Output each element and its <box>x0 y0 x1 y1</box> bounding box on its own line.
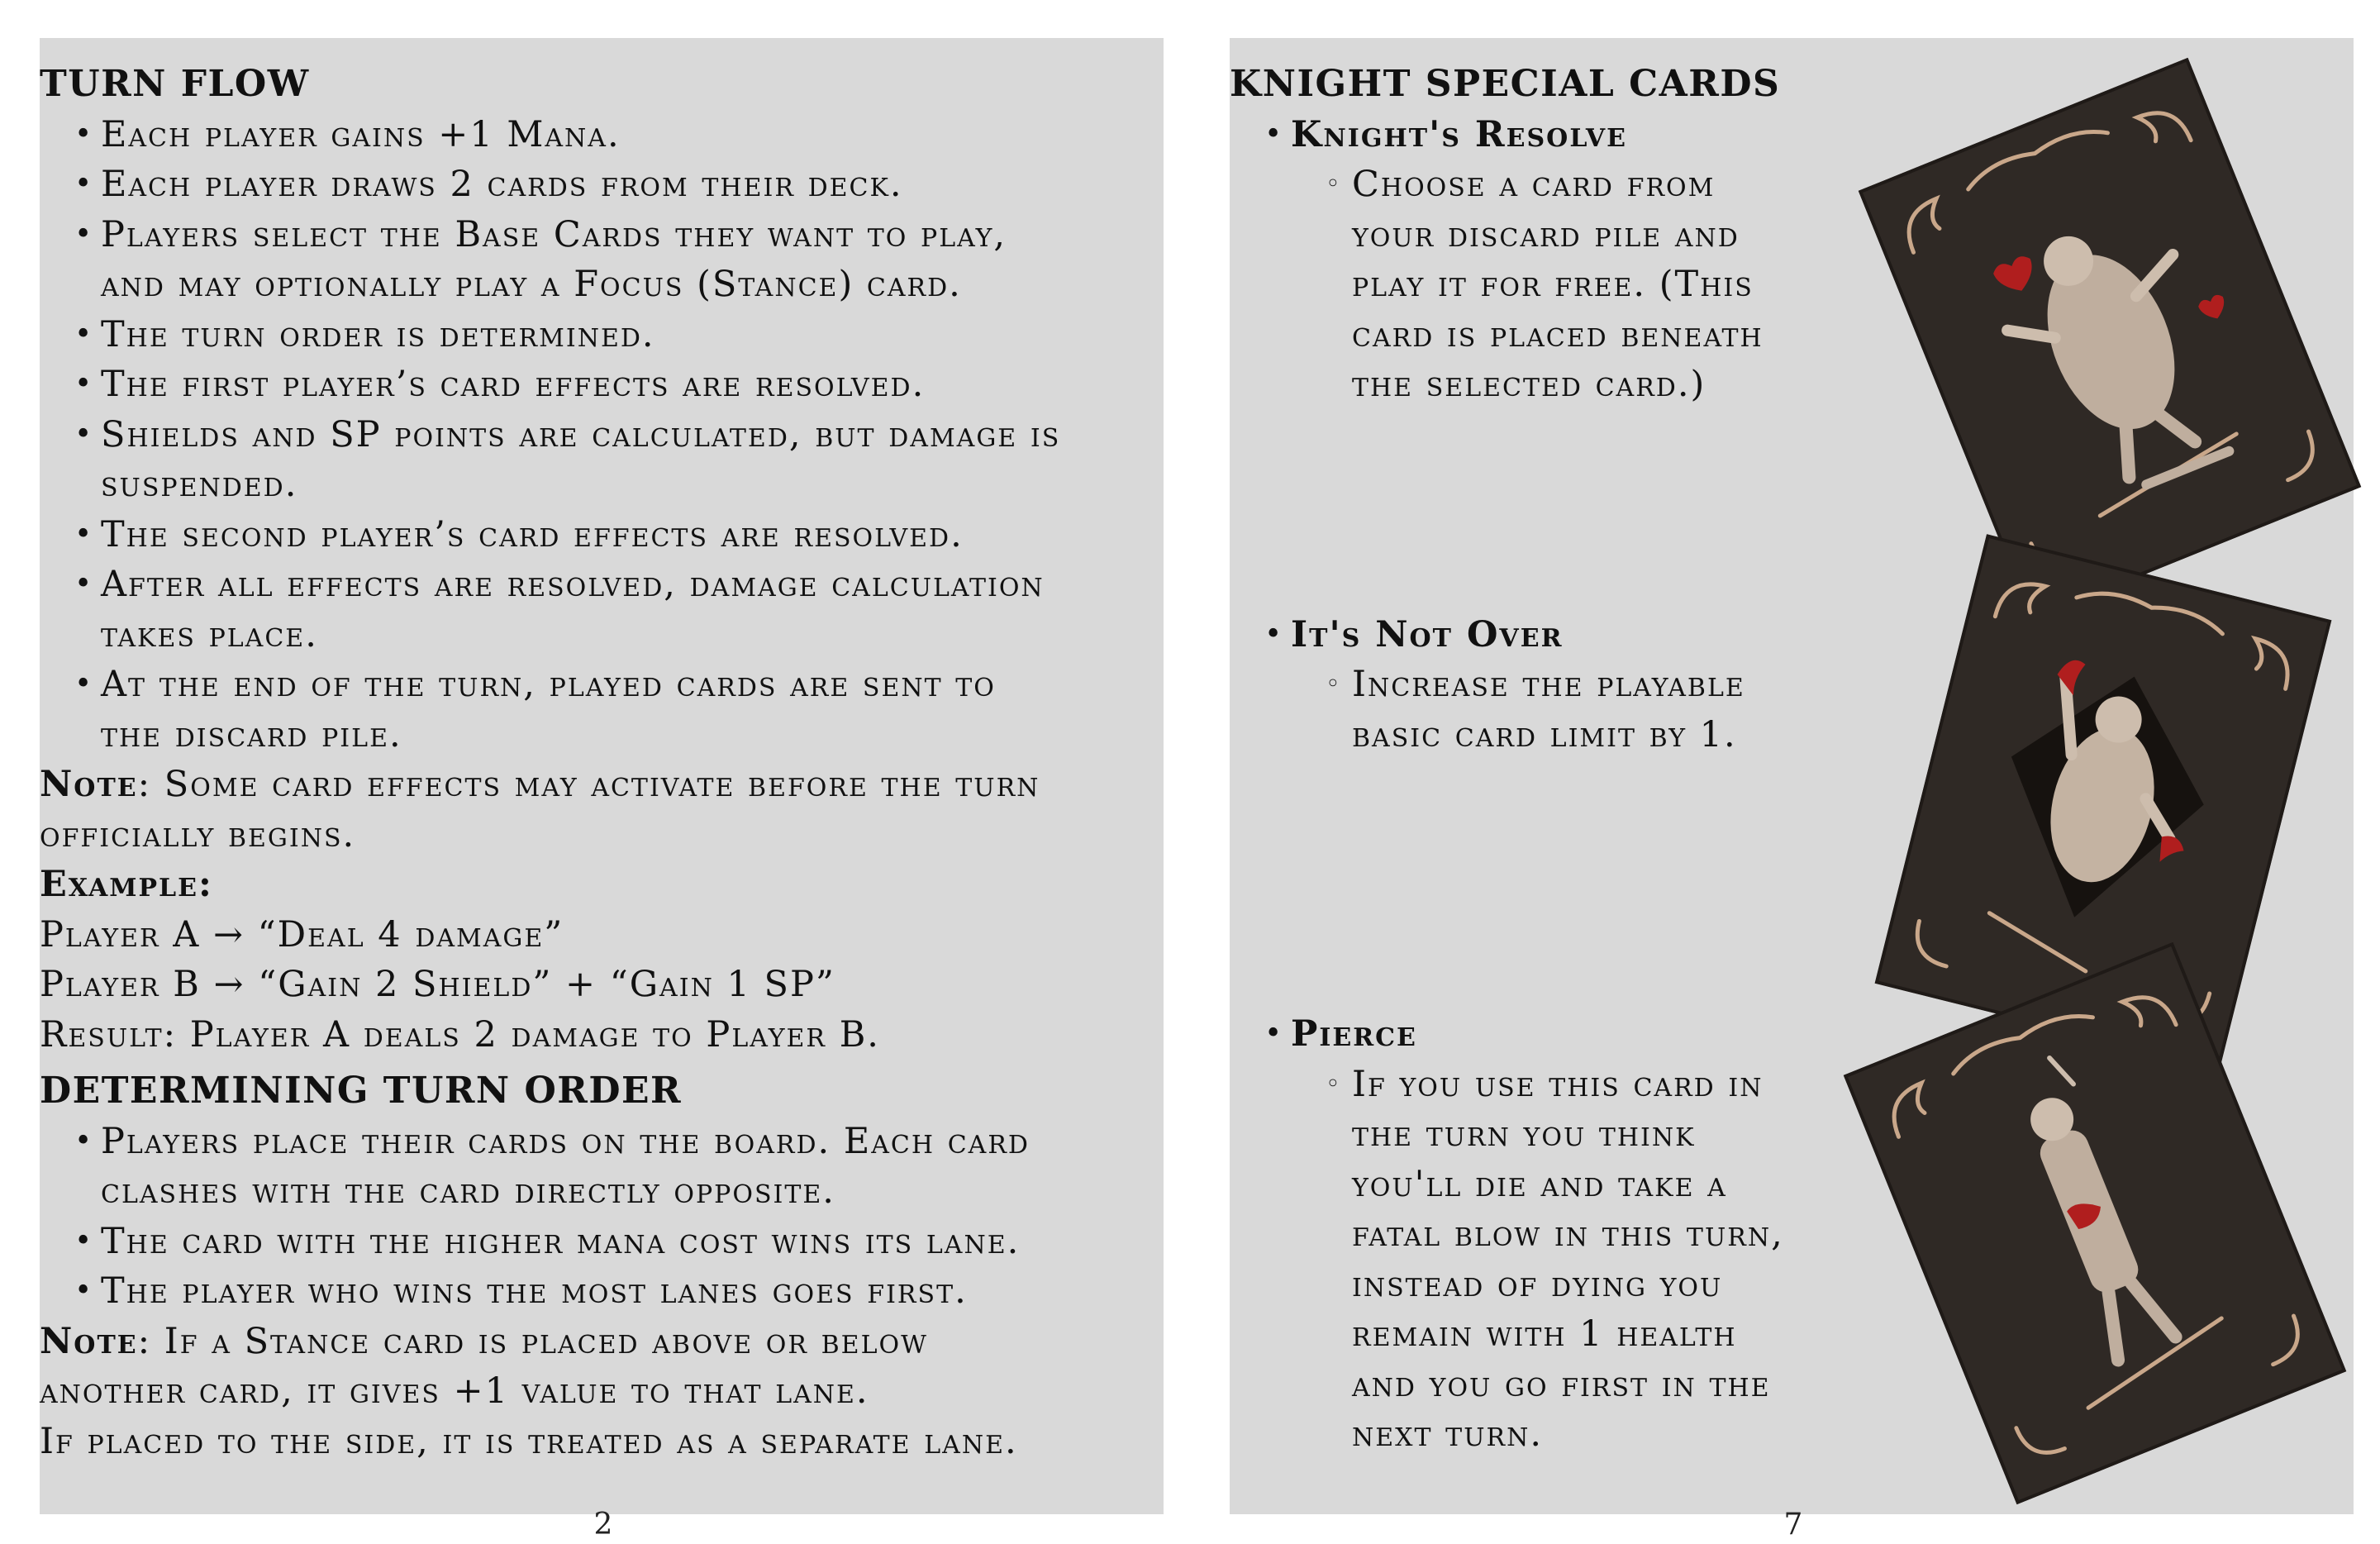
knight-cards-heading: KNIGHT SPECIAL CARDS <box>1230 63 1781 105</box>
ability-item <box>1291 110 1973 410</box>
ability-list <box>1230 110 1973 1460</box>
list-item: • The first player’s card effects are resolved. <box>101 360 1164 410</box>
knight-figure <box>1983 201 2251 516</box>
turn-flow-note: Note: Some card effects may activate before the turn officially begins. <box>40 764 1040 855</box>
list-item: • Players select the Base Cards they want to play, and may optionally play a Focus (Stance) card. <box>101 210 1164 310</box>
list-item: • After all effects are resolved, damage calculation takes place. <box>101 560 1164 660</box>
blood-splash <box>2054 656 2086 696</box>
list-item: • Shields and SP points are calculated, but damage is suspended. <box>101 410 1164 510</box>
ability-title: • It's Not Over <box>1291 613 1564 655</box>
ability-desc-list <box>1291 660 1973 760</box>
left-page <box>40 38 1164 1514</box>
example-line: Result: Player A deals 2 damage to Player B. <box>40 1013 880 1056</box>
left-page-content <box>40 60 1164 1466</box>
list-item: • The card with the higher mana cost wins its lane. <box>101 1217 1164 1267</box>
turn-flow-heading: TURN FLOW <box>40 63 310 105</box>
list-item: • The second player’s card effects are resolved. <box>101 510 1164 560</box>
example-label: Example: <box>40 864 213 905</box>
turn-order-list <box>40 1117 1164 1317</box>
heart-icon <box>2197 293 2230 323</box>
heart-icon <box>1992 254 2040 298</box>
ability-desc: ◦ Increase the playable basic card limit by 1. <box>1352 660 1973 760</box>
turn-order-note: Note: If a Stance card is placed above or below another card, it gives +1 value to that lane. If placed to the side, it is treated as a separate lane. <box>40 1320 1018 1462</box>
page-number: 7 <box>1783 1508 1803 1542</box>
turn-order-heading: DETERMINING TURN ORDER <box>40 1070 683 1112</box>
ability-title: • Pierce <box>1291 1013 1417 1055</box>
right-page-content <box>1230 60 1973 1460</box>
ability-title: • Knight's Resolve <box>1291 113 1627 155</box>
list-item: • Each player draws 2 cards from their deck. <box>101 160 1164 210</box>
example-line: Player B → “Gain 2 Shield” + “Gain 1 SP” <box>40 964 835 1005</box>
page-number: 2 <box>593 1508 613 1542</box>
ability-desc: ◦ Choose a card from your discard pile and play it for free. (This card is placed beneath the selected card.) <box>1352 160 1973 410</box>
ability-desc: ◦ If you use this card in the turn you think you'll die and take a fatal blow in this turn, instead of dying you remain with 1 health and you go first in the next turn. <box>1352 1060 1973 1460</box>
turn-flow-example <box>40 860 1164 1060</box>
list-item: • The turn order is determined. <box>101 310 1164 360</box>
list-item: • Players place their cards on the board. Each card clashes with the card directly opposite. <box>101 1117 1164 1217</box>
list-item: • At the end of the turn, played cards are sent to the discard pile. <box>101 660 1164 760</box>
list-item: • The player who wins the most lanes goes first. <box>101 1266 1164 1317</box>
example-line: Player A → “Deal 4 damage” <box>40 913 564 955</box>
list-item: • Each player gains +1 Mana. <box>101 110 1164 160</box>
ability-item <box>1291 610 1973 760</box>
turn-flow-list <box>40 110 1164 760</box>
